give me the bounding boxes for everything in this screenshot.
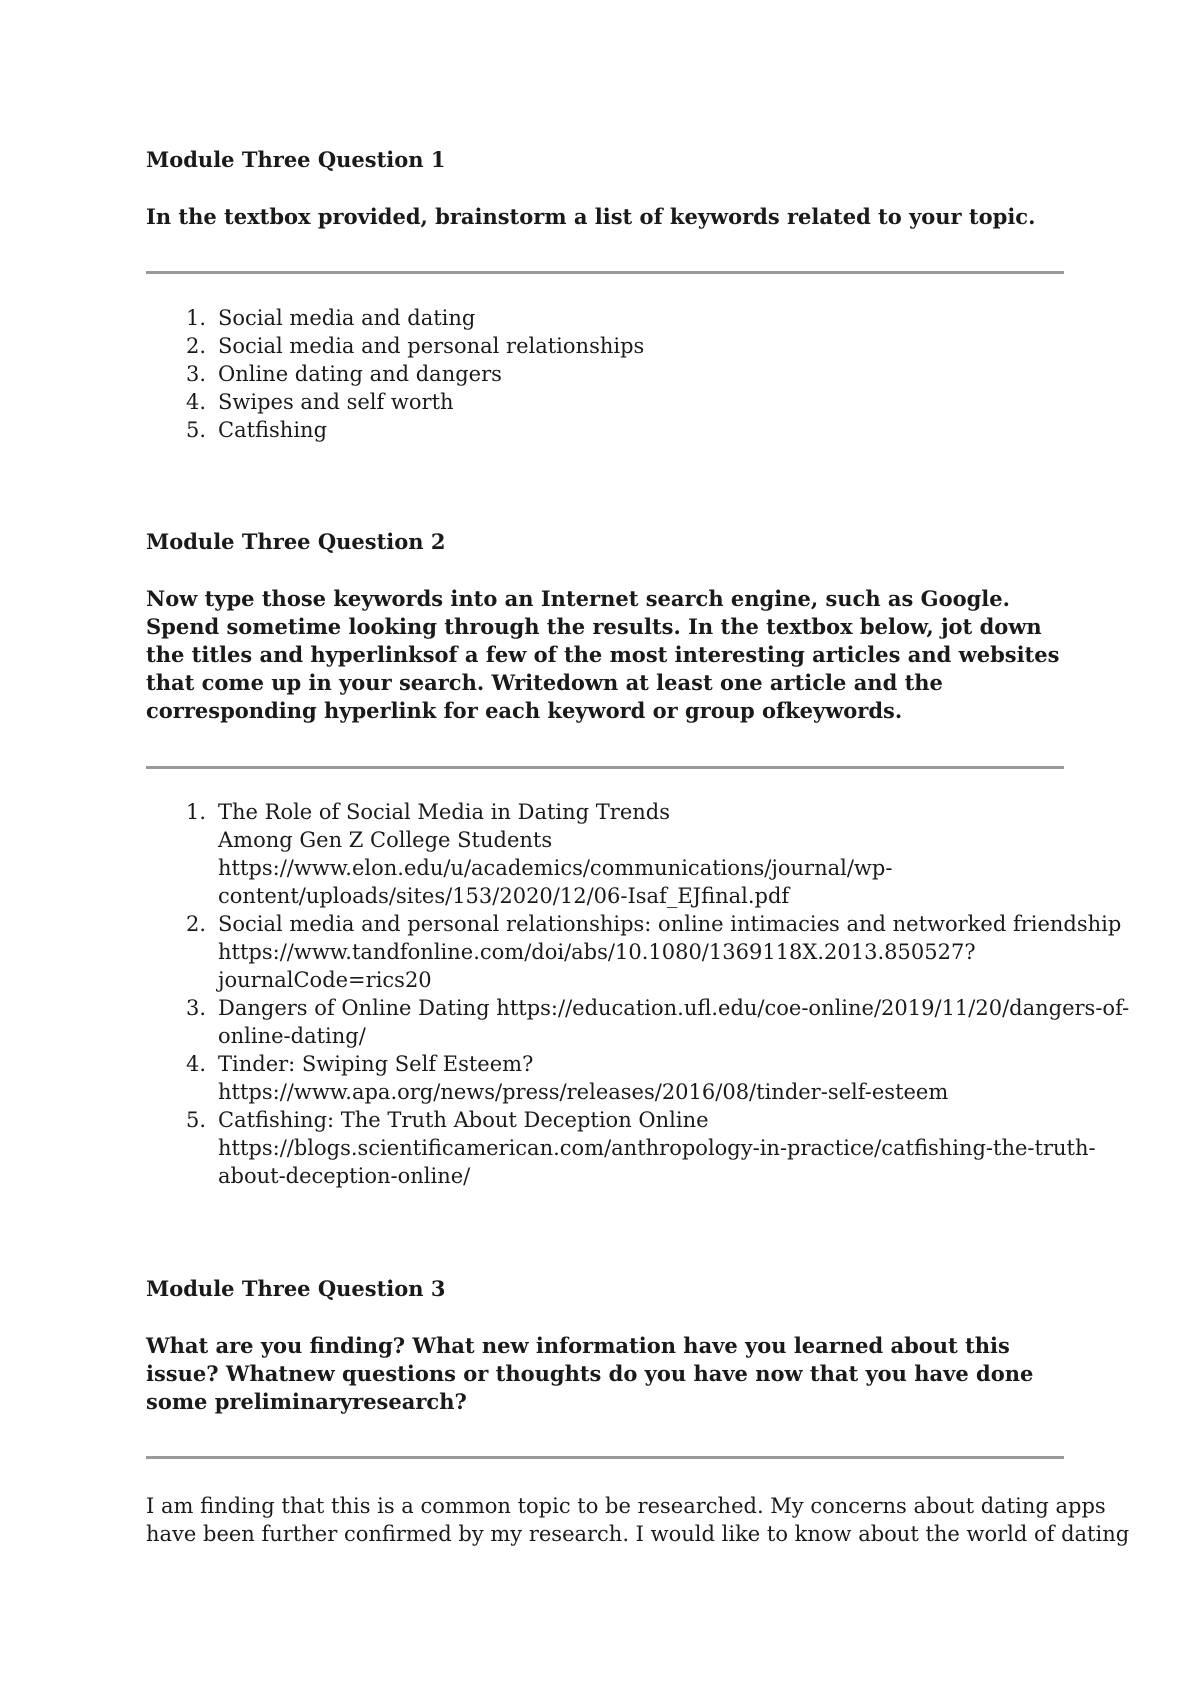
list-item (146, 332, 1064, 360)
list-item-text: Catfishing: The Truth About Deception Online (218, 1108, 709, 1132)
q3-prompt (146, 1332, 1064, 1416)
list-item-number: 2. (186, 334, 207, 358)
list-item-text: https://www.tandfonline.com/doi/abs/10.1080/1369118X.2013.850527? (218, 940, 976, 964)
text-line: keywords. (785, 698, 903, 723)
list-item-number: 4. (186, 1052, 207, 1076)
list-item (146, 388, 1064, 416)
q1-keyword-list[interactable] (146, 304, 1064, 444)
text-line: time looking through the results. In the textbox below, jot down the titles and hyperlinks (146, 614, 1042, 667)
list-item (146, 994, 1130, 1050)
text-line: down at least one article and the corresponding hyperlink for each keyword or group of (146, 670, 943, 723)
list-item-text: online-dating/ (218, 1024, 366, 1048)
list-item-text: The Role of Social Media in Dating Trends (218, 800, 670, 824)
text-line: Now type those keywords into an Internet search engine, such as Google. Spend some (146, 586, 1010, 639)
list-item-number: 3. (186, 362, 207, 386)
list-item-text: https://www.elon.edu/u/academics/communications/journal/wp- (218, 856, 893, 880)
text-line: What are you finding? What new information have you learned about this issue? What (146, 1333, 1010, 1386)
list-item-text: Social media and dating (218, 306, 476, 330)
text-line: of a few of the most interesting articles and websites that come up in your search. Write (146, 642, 1060, 695)
q3-title: Module Three Question 3 (146, 1276, 446, 1301)
list-item (146, 1050, 1064, 1106)
list-item-text: https://www.apa.org/news/press/releases/2016/08/tinder-self-esteem (218, 1080, 949, 1104)
list-item-text: https://blogs.scientificamerican.com/anthropology-in-practice/catfishing-the-truth- (218, 1136, 1096, 1160)
list-item-text: journalCode=rics20 (218, 968, 432, 992)
list-item-number: 5. (186, 418, 207, 442)
q2-divider (146, 766, 1064, 769)
list-item-text: content/uploads/sites/153/2020/12/06-Isaf_EJfinal.pdf (218, 884, 790, 908)
q2-title: Module Three Question 2 (146, 529, 446, 554)
list-item-text: Social media and personal relationships (218, 334, 645, 358)
q2-prompt (146, 585, 1064, 725)
list-item-number: 2. (186, 912, 207, 936)
list-item-text: Swipes and self worth (218, 390, 454, 414)
list-item-text: Dangers of Online Dating https://education.ufl.edu/coe-online/2019/11/20/dangers-of- (218, 996, 1130, 1020)
list-item-number: 3. (186, 996, 207, 1020)
list-item-text: Among Gen Z College Students (218, 828, 553, 852)
text-line: I am finding that this is a common topic to be researched. My concerns about dating apps (146, 1494, 1106, 1518)
text-line: new questions or thoughts do you have now that you have done some preliminary (146, 1361, 1034, 1414)
text-line: research? (352, 1389, 467, 1414)
list-item-text: Tinder: Swiping Self Esteem? (218, 1052, 534, 1076)
list-item (146, 304, 1064, 332)
q1-title: Module Three Question 1 (146, 147, 446, 172)
q1-divider (146, 271, 1064, 274)
list-item-text: Online dating and dangers (218, 362, 502, 386)
list-item-text: about-deception-online/ (218, 1164, 471, 1188)
list-item (146, 416, 1064, 444)
list-item (146, 1106, 1096, 1190)
list-item-number: 1. (186, 800, 207, 824)
list-item (146, 798, 1064, 910)
list-item-text: Catfishing (218, 418, 328, 442)
list-item (146, 910, 1122, 994)
list-item-number: 5. (186, 1108, 207, 1132)
list-item-number: 4. (186, 390, 207, 414)
list-item-text: Social media and personal relationships: online intimacies and networked friendship (218, 912, 1122, 936)
q1-prompt: In the textbox provided, brainstorm a list of keywords related to your topic. (146, 204, 1036, 229)
q2-article-list[interactable] (146, 798, 1130, 1190)
list-item-number: 1. (186, 306, 207, 330)
q3-divider (146, 1456, 1064, 1459)
list-item (146, 360, 1064, 388)
text-line: have been further confirmed by my research. I would like to know about the world of dating (146, 1522, 1130, 1546)
q3-answer[interactable] (146, 1492, 1130, 1548)
